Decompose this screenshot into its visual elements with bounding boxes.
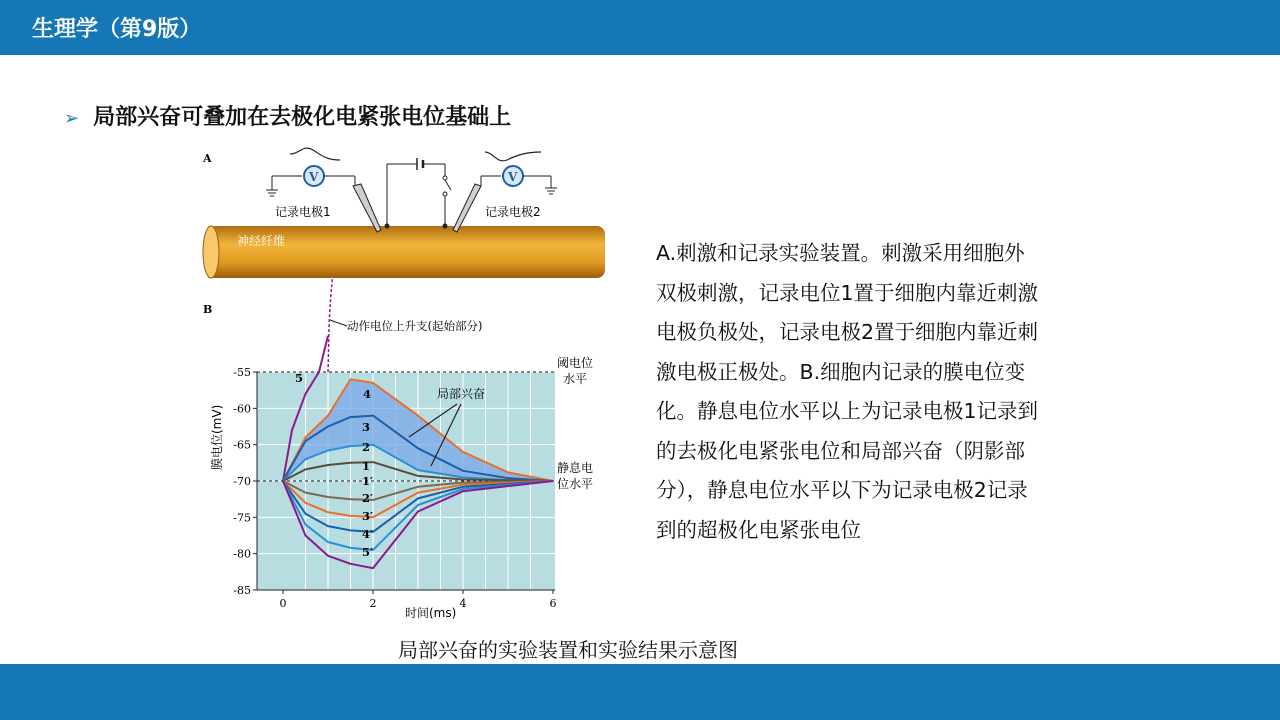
slide-heading	[64, 100, 511, 131]
description-line: A.刺激和记录实验装置。刺激采用细胞外	[656, 241, 1025, 265]
x-tick-label: 2	[369, 597, 377, 610]
curve-label: 4′	[362, 527, 374, 541]
curve-label: 5	[295, 371, 304, 385]
bullet-arrow-icon: ➢	[64, 108, 80, 129]
x-tick-label: 6	[549, 597, 557, 610]
threshold-label-2: 水平	[563, 372, 588, 386]
left-trace-icon	[290, 148, 340, 160]
threshold-label-1: 阈电位	[557, 356, 594, 370]
curve-label: 1	[362, 459, 371, 473]
fiber-label: 神经纤维	[237, 234, 286, 248]
description-line: 电极负极处，记录电极2置于细胞内靠近刺	[656, 320, 1039, 344]
x-tick-label: 4	[459, 597, 467, 610]
curve-label: 5′	[362, 545, 374, 559]
description-line: 的去极化电紧张电位和局部兴奋（阴影部	[656, 438, 1025, 463]
description-line: 分），静息电位水平以下为记录电极2记录	[656, 478, 1028, 502]
figure	[195, 140, 615, 630]
y-tick-label: -75	[233, 511, 251, 525]
description-line: 到的超极化电紧张电位	[656, 517, 861, 542]
heading-text: 局部兴奋可叠加在去极化电紧张电位基础上	[93, 105, 512, 130]
resting-label-2: 位水平	[557, 477, 594, 491]
y-tick-label: -65	[233, 438, 251, 452]
fiber-end	[203, 226, 219, 278]
figure-svg	[195, 140, 615, 630]
header-bar	[0, 0, 1280, 55]
header-title: 生理学（第9版）	[32, 17, 202, 42]
electrode2-label: 记录电极2	[485, 205, 541, 219]
description-line: 双极刺激，记录电位1置于细胞内靠近刺激	[656, 280, 1039, 305]
electrode-left-icon	[353, 184, 381, 232]
y-tick-label: -60	[233, 402, 251, 416]
description	[656, 234, 1116, 550]
electrode-right-icon	[453, 184, 481, 232]
panel-b-label: B	[203, 303, 213, 316]
curve-label: 2′	[362, 491, 374, 505]
curve-label: 1′	[362, 474, 374, 488]
x-tick-label: 0	[279, 597, 287, 610]
voltmeter-right-symbol: V	[508, 170, 518, 184]
description-line: 化。静息电位水平以上为记录电极1记录到	[656, 399, 1039, 423]
y-tick-label: -85	[233, 584, 251, 597]
voltmeter-left-symbol: V	[309, 170, 319, 184]
x-axis-label: 时间(ms)	[405, 606, 457, 620]
right-trace-icon	[485, 152, 541, 161]
panel-a-label: A	[203, 152, 212, 165]
y-axis-label: 膜电位(mV)	[210, 404, 224, 470]
local-excitation-label: 局部兴奋	[437, 387, 486, 401]
y-tick-label: -55	[233, 366, 251, 379]
action-potential-label: 动作电位上升支(起始部分)	[347, 319, 483, 333]
figure-caption: 局部兴奋的实验装置和实验结果示意图	[398, 638, 738, 662]
resting-label-1: 静息电	[557, 461, 594, 475]
footer-bar	[0, 664, 1280, 720]
curve-label: 4	[363, 387, 372, 401]
y-tick-label: -80	[233, 547, 251, 561]
electrode1-label: 记录电极1	[275, 205, 331, 219]
y-tick-label: -70	[233, 475, 251, 488]
curve-label: 2	[362, 440, 371, 454]
description-line: 激电极正极处。B.细胞内记录的膜电位变	[656, 359, 1026, 384]
action-potential-pointer	[330, 320, 347, 326]
curve-label: 3	[362, 420, 371, 434]
switch-icon	[445, 180, 451, 190]
curve-label: 3′	[362, 509, 374, 523]
action-potential-line	[328, 278, 333, 372]
